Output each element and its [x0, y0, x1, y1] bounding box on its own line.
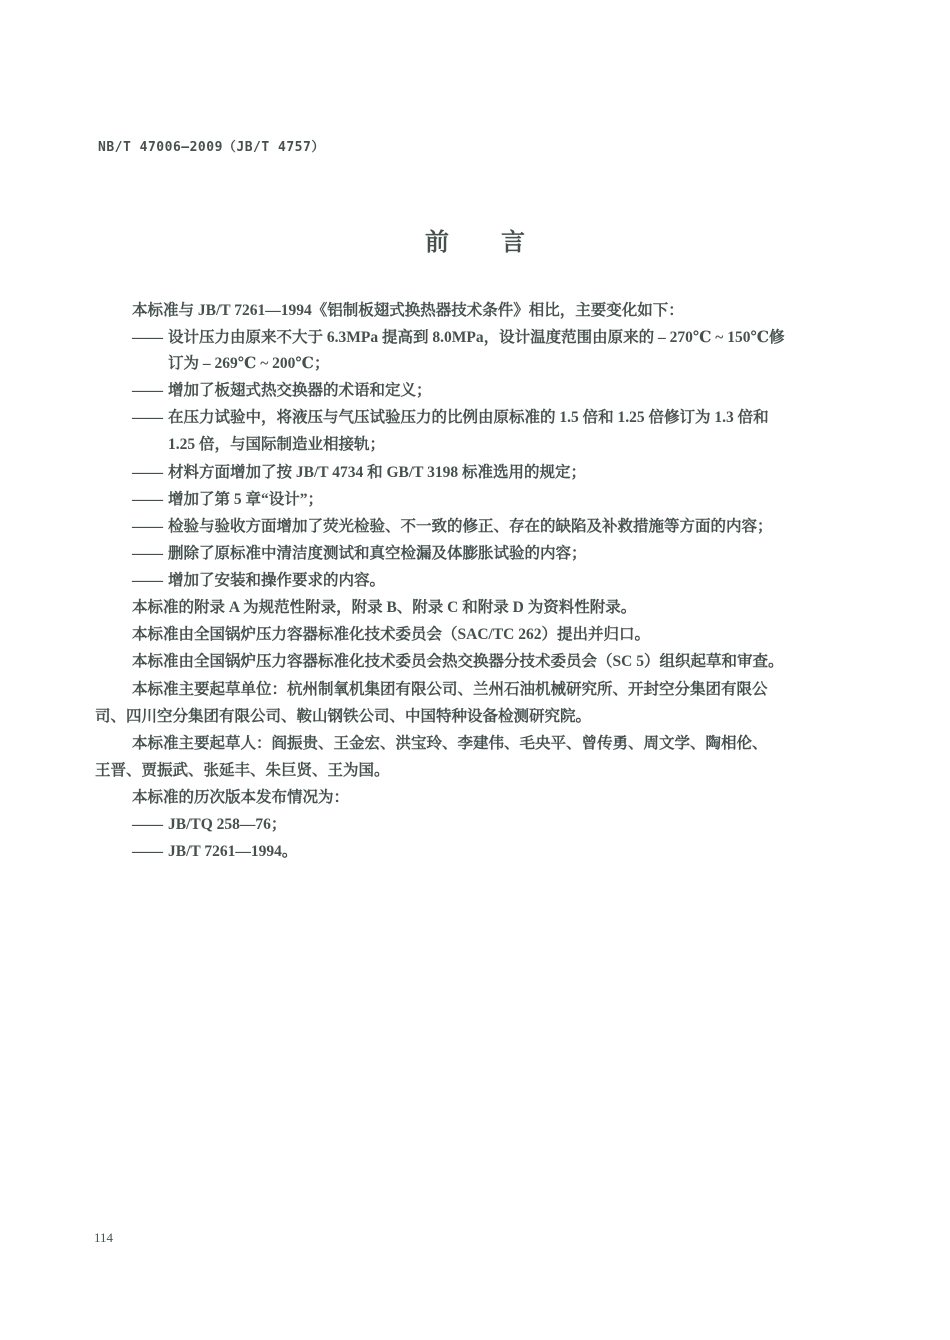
drafters-continuation: 王晋、贾振武、张延丰、朱巨贤、王为国。 — [95, 762, 390, 779]
item-text: 材料方面增加了按 JB/T 4734 和 GB/T 3198 标准选用的规定； — [168, 464, 586, 481]
change-item — [132, 517, 773, 537]
proposer-paragraph: 本标准由全国锅炉压力容器标准化技术委员会（SAC/TC 262）提出并归口。 — [132, 626, 650, 643]
dash: —— — [132, 572, 163, 589]
item-text: 设计压力由原来不大于 6.3MPa 提高到 8.0MPa，设计温度范围由原来的 – 270℃ ~ 150℃修 — [168, 329, 785, 346]
change-item — [132, 463, 586, 483]
dash: —— — [132, 545, 163, 562]
item-text: JB/T 7261—1994。 — [168, 843, 298, 860]
drafting-paragraph: 本标准由全国锅炉压力容器标准化技术委员会热交换器分技术委员会（SC 5）组织起草和审查。 — [132, 653, 784, 670]
change-item — [132, 328, 785, 348]
drafting-units-continuation: 司、四川空分集团有限公司、鞍山钢铁公司、中国特种设备检测研究院。 — [95, 708, 592, 725]
item-text: JB/TQ 258—76； — [168, 816, 287, 833]
change-item — [132, 490, 323, 510]
history-paragraph: 本标准的历次版本发布情况为： — [132, 789, 350, 806]
dash: —— — [132, 329, 163, 346]
item-text: 在压力试验中，将液压与气压试验压力的比例由原标准的 1.5 倍和 1.25 倍修订为 1.3 倍和 — [168, 409, 769, 426]
drafting-units-paragraph: 本标准主要起草单位：杭州制氧机集团有限公司、兰州石油机械研究所、开封空分集团有限公 — [132, 681, 768, 698]
item-text: 增加了第 5 章“设计”； — [168, 491, 324, 508]
change-item — [132, 544, 587, 564]
history-item — [132, 842, 297, 862]
dash: —— — [132, 409, 163, 426]
item-text: 增加了板翅式热交换器的术语和定义； — [168, 382, 432, 399]
item-continuation: 1.25 倍，与国际制造业相接轨； — [168, 436, 386, 453]
drafters-paragraph: 本标准主要起草人：阎振贵、王金宏、洪宝玲、李建伟、毛央平、曾传勇、周文学、陶相伦、 — [132, 735, 768, 752]
item-continuation: 订为 – 269℃ ~ 200℃； — [168, 355, 330, 372]
document-header: NB/T 47006—2009（JB/T 4757） — [98, 140, 325, 155]
dash: —— — [132, 843, 163, 860]
dash: —— — [132, 816, 163, 833]
dash: —— — [132, 491, 163, 508]
page-number: 114 — [94, 1230, 114, 1245]
item-text: 增加了安装和操作要求的内容。 — [168, 572, 386, 589]
change-item — [132, 408, 769, 428]
intro-paragraph: 本标准与 JB/T 7261—1994《铝制板翅式换热器技术条件》相比，主要变化如下： — [132, 302, 684, 319]
change-item — [132, 571, 385, 591]
item-text: 删除了原标准中清洁度测试和真空检漏及体膨胀试验的内容； — [168, 545, 587, 562]
item-text: 检验与验收方面增加了荧光检验、不一致的修正、存在的缺陷及补救措施等方面的内容； — [168, 518, 773, 535]
appendix-paragraph: 本标准的附录 A 为规范性附录，附录 B、附录 C 和附录 D 为资料性附录。 — [132, 599, 637, 616]
history-item — [132, 815, 286, 835]
change-item — [132, 381, 432, 401]
dash: —— — [132, 382, 163, 399]
dash: —— — [132, 518, 163, 535]
section-title: 前言 — [425, 230, 577, 256]
dash: —— — [132, 464, 163, 481]
